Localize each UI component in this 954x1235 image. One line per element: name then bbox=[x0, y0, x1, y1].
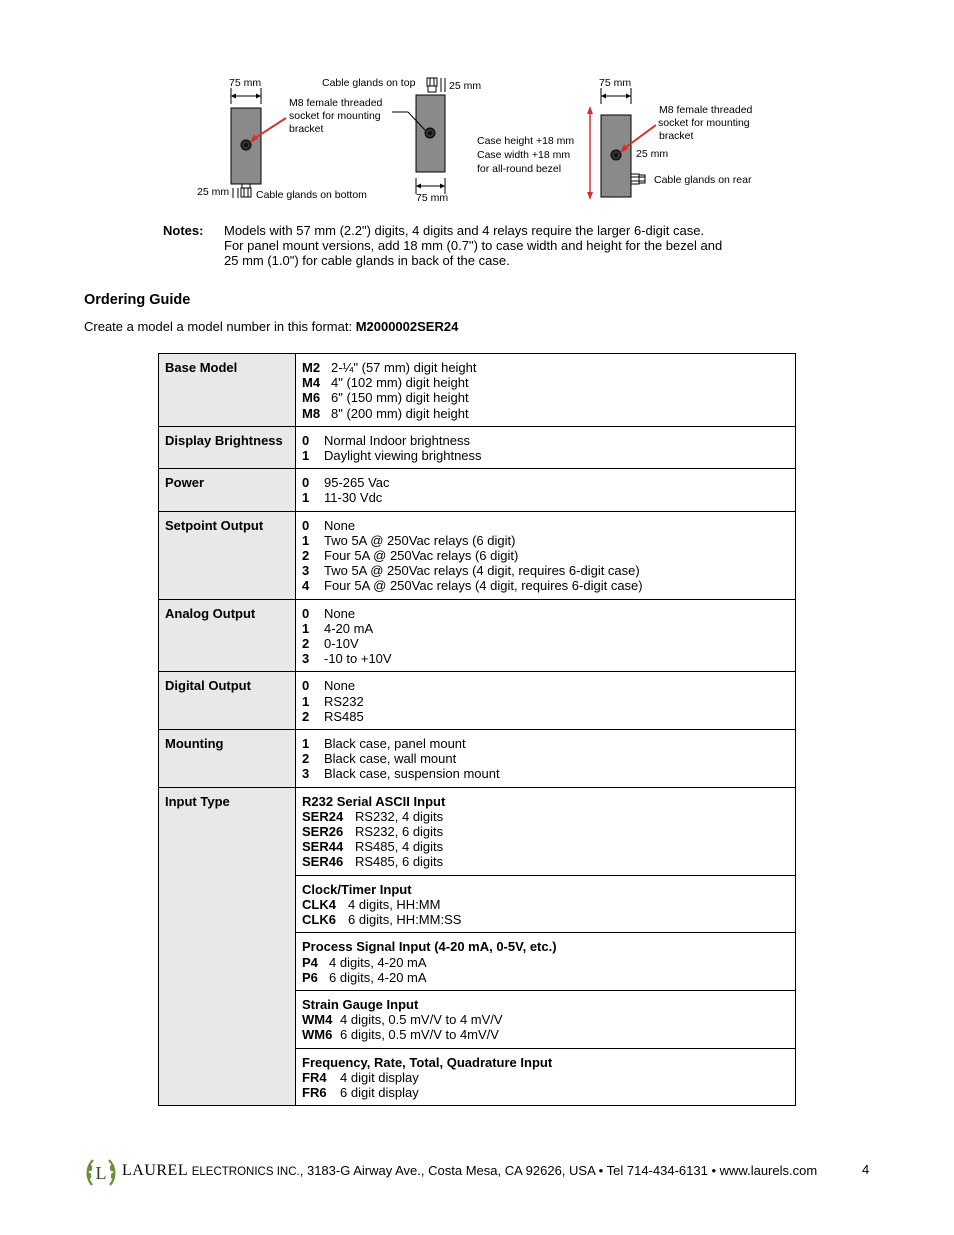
middle-top-label: Cable glands on top bbox=[322, 77, 416, 89]
option-description: Daylight viewing brightness bbox=[324, 448, 482, 464]
option-code: SER46 bbox=[302, 854, 344, 870]
notes-line: 25 mm (1.0") for cable glands in back of the case. bbox=[224, 253, 510, 268]
option-code: WM4 bbox=[302, 1012, 333, 1028]
option-description: RS485 bbox=[324, 708, 364, 724]
option-code: 2 bbox=[302, 548, 310, 564]
option-description: 95-265 Vac bbox=[324, 475, 390, 491]
option-line bbox=[302, 1012, 789, 1027]
option-code: SER26 bbox=[302, 824, 344, 840]
option-line bbox=[302, 533, 789, 548]
option-line bbox=[302, 563, 789, 578]
option-line bbox=[302, 548, 789, 563]
option-line bbox=[302, 406, 789, 421]
input-group bbox=[296, 787, 796, 875]
table-row bbox=[159, 511, 796, 599]
table-row bbox=[159, 730, 796, 788]
option-description: 6 digit display bbox=[340, 1084, 419, 1100]
option-description: Normal Indoor brightness bbox=[324, 432, 470, 448]
row-options bbox=[296, 426, 796, 468]
option-code: 3 bbox=[302, 651, 310, 667]
middle-gland-size-label: 25 mm bbox=[449, 80, 482, 92]
option-code: M2 bbox=[302, 360, 321, 375]
option-line bbox=[302, 1027, 789, 1042]
table-row bbox=[159, 426, 796, 468]
input-group-title: Process Signal Input (4-20 mA, 0-5V, etc.) bbox=[302, 939, 557, 955]
option-line bbox=[302, 518, 789, 533]
option-description: 4 digit display bbox=[340, 1069, 419, 1085]
option-description: 0-10V bbox=[324, 636, 359, 652]
option-description: 4 digits, HH:MM bbox=[348, 896, 441, 912]
option-code: 4 bbox=[302, 578, 310, 594]
option-description: Black case, wall mount bbox=[324, 751, 457, 767]
option-code: 1 bbox=[302, 448, 310, 464]
section-heading: Ordering Guide bbox=[84, 292, 191, 308]
case-drawings bbox=[0, 0, 954, 210]
option-code: 3 bbox=[302, 563, 310, 579]
row-options bbox=[296, 730, 796, 788]
right-gland-size-label: 25 mm bbox=[636, 148, 669, 160]
option-code: WM6 bbox=[302, 1027, 333, 1043]
input-group bbox=[296, 875, 796, 933]
row-options bbox=[296, 599, 796, 672]
option-code: 0 bbox=[302, 605, 310, 621]
bullet-separator: • bbox=[598, 1163, 604, 1178]
option-description: Black case, panel mount bbox=[324, 736, 466, 752]
option-description: 4 digits, 4-20 mA bbox=[329, 954, 427, 970]
option-code: 2 bbox=[302, 751, 310, 767]
left-socket-label-2: socket for mounting bbox=[289, 110, 381, 122]
option-line bbox=[302, 375, 789, 390]
option-description: 11-30 Vdc bbox=[324, 490, 383, 506]
option-line bbox=[302, 897, 789, 912]
option-description: 6 digits, 4-20 mA bbox=[329, 969, 427, 985]
option-code: M8 bbox=[302, 405, 321, 421]
row-options bbox=[296, 672, 796, 730]
brand-suffix: ELECTRONICS INC. bbox=[191, 1166, 300, 1178]
option-code: 2 bbox=[302, 708, 310, 724]
row-label: Base Model bbox=[159, 354, 296, 427]
table-row bbox=[159, 787, 796, 875]
option-line bbox=[302, 390, 789, 405]
option-description: 8" (200 mm) digit height bbox=[331, 405, 469, 421]
right-socket-label-1: M8 female threaded bbox=[659, 104, 753, 116]
input-group-title: Strain Gauge Input bbox=[302, 996, 419, 1012]
option-code: P6 bbox=[302, 969, 318, 985]
option-description: 4 digits, 0.5 mV/V to 4 mV/V bbox=[340, 1012, 503, 1028]
option-description: None bbox=[324, 605, 356, 621]
option-description: RS485, 6 digits bbox=[355, 854, 444, 870]
row-label: Input Type bbox=[159, 787, 296, 1105]
footer-phone: Tel 714-434-6131 bbox=[606, 1163, 708, 1178]
table-row bbox=[159, 354, 796, 427]
option-code: 1 bbox=[302, 532, 310, 548]
left-gland-label: Cable glands on bottom bbox=[256, 189, 367, 201]
option-line bbox=[302, 490, 789, 505]
right-socket-label-3: bracket bbox=[659, 130, 694, 142]
table-row bbox=[159, 469, 796, 511]
option-line bbox=[302, 651, 789, 666]
option-code: 0 bbox=[302, 678, 310, 694]
right-gland-label: Cable glands on rear bbox=[654, 174, 752, 186]
footer-text bbox=[122, 1162, 817, 1180]
option-line bbox=[302, 736, 789, 751]
row-options bbox=[296, 511, 796, 599]
bezel-note-1: Case height +18 mm bbox=[477, 135, 575, 147]
option-line bbox=[302, 854, 789, 869]
input-group-title: R232 Serial ASCII Input bbox=[302, 793, 446, 809]
row-options bbox=[296, 354, 796, 427]
option-code: FR6 bbox=[302, 1084, 327, 1100]
ordering-guide-body bbox=[159, 354, 796, 1106]
notes-line: Models with 57 mm (2.2") digits, 4 digits and 4 relays require the larger 6-digit case. bbox=[224, 223, 705, 238]
right-width-label: 75 mm bbox=[599, 77, 632, 89]
row-label: Mounting bbox=[159, 730, 296, 788]
notes-line: For panel mount versions, add 18 mm (0.7") to case width and height for the bezel and bbox=[224, 238, 723, 253]
option-line bbox=[302, 360, 789, 375]
option-description: Black case, suspension mount bbox=[324, 766, 500, 782]
option-code: CLK6 bbox=[302, 912, 336, 928]
option-line bbox=[302, 433, 789, 448]
bezel-note-2: Case width +18 mm bbox=[477, 149, 571, 161]
option-code: SER44 bbox=[302, 839, 344, 855]
option-description: Four 5A @ 250Vac relays (6 digit) bbox=[324, 548, 519, 564]
table-row bbox=[159, 599, 796, 672]
option-line bbox=[302, 912, 789, 927]
option-line bbox=[302, 709, 789, 724]
footer-address: , 3183-G Airway Ave., Costa Mesa, CA 92626, USA bbox=[299, 1163, 596, 1178]
option-description: RS232, 4 digits bbox=[355, 808, 444, 824]
input-group bbox=[296, 933, 796, 991]
option-code: P4 bbox=[302, 954, 318, 970]
notes-label: Notes: bbox=[163, 223, 204, 238]
left-socket-label-3: bracket bbox=[289, 123, 324, 135]
option-line bbox=[302, 1070, 789, 1085]
option-description: RS485, 4 digits bbox=[355, 839, 444, 855]
option-line bbox=[302, 1085, 789, 1100]
row-label: Digital Output bbox=[159, 672, 296, 730]
row-label: Power bbox=[159, 469, 296, 511]
brand-name: LAUREL bbox=[122, 1162, 189, 1179]
left-gland-size-label: 25 mm bbox=[197, 186, 230, 198]
intro-text bbox=[84, 319, 458, 334]
option-description: 2-¼" (57 mm) digit height bbox=[331, 360, 477, 375]
option-line bbox=[302, 578, 789, 593]
input-group-title: Frequency, Rate, Total, Quadrature Input bbox=[302, 1054, 553, 1070]
input-group bbox=[296, 1048, 796, 1106]
page-footer bbox=[84, 1156, 874, 1190]
option-description: -10 to +10V bbox=[324, 651, 392, 667]
option-code: 1 bbox=[302, 693, 310, 709]
option-line bbox=[302, 621, 789, 636]
middle-case-drawing bbox=[392, 78, 445, 194]
intro-model-number: M2000002SER24 bbox=[355, 319, 459, 334]
option-code: CLK4 bbox=[302, 896, 336, 912]
option-code: SER24 bbox=[302, 808, 344, 824]
option-code: 1 bbox=[302, 490, 310, 506]
row-label: Analog Output bbox=[159, 599, 296, 672]
ordering-guide-table bbox=[158, 353, 796, 1106]
left-width-label: 75 mm bbox=[229, 77, 262, 89]
right-case-drawing bbox=[587, 88, 656, 200]
option-code: 1 bbox=[302, 736, 310, 752]
input-group-title: Clock/Timer Input bbox=[302, 881, 412, 897]
option-code: 1 bbox=[302, 620, 310, 636]
option-code: 3 bbox=[302, 766, 310, 782]
left-case-drawing bbox=[231, 88, 286, 198]
option-code: 0 bbox=[302, 475, 310, 491]
option-code: 0 bbox=[302, 517, 310, 533]
option-line bbox=[302, 606, 789, 621]
option-code: 2 bbox=[302, 636, 310, 652]
input-group bbox=[296, 990, 796, 1048]
option-description: 4" (102 mm) digit height bbox=[331, 375, 469, 391]
notes-text bbox=[224, 223, 722, 268]
bullet-separator: • bbox=[711, 1163, 717, 1178]
option-code: FR4 bbox=[302, 1069, 327, 1085]
option-code: 0 bbox=[302, 432, 310, 448]
option-description: 6 digits, HH:MM:SS bbox=[348, 912, 462, 928]
option-line bbox=[302, 839, 789, 854]
option-description: RS232, 6 digits bbox=[355, 824, 444, 840]
option-description: RS232 bbox=[324, 693, 364, 709]
page-number: 4 bbox=[862, 1162, 870, 1177]
footer-website-link[interactable]: www.laurels.com bbox=[719, 1163, 818, 1178]
row-label: Setpoint Output bbox=[159, 511, 296, 599]
logo-letter: L bbox=[95, 1163, 107, 1183]
option-description: 6" (150 mm) digit height bbox=[331, 390, 469, 406]
option-description: 4-20 mA bbox=[324, 620, 374, 636]
option-line bbox=[302, 809, 789, 824]
option-line bbox=[302, 824, 789, 839]
option-line bbox=[302, 694, 789, 709]
option-description: Two 5A @ 250Vac relays (6 digit) bbox=[324, 532, 516, 548]
row-options bbox=[296, 469, 796, 511]
option-description: Four 5A @ 250Vac relays (4 digit, requires 6-digit case) bbox=[324, 578, 643, 594]
middle-width-label: 75 mm bbox=[416, 192, 449, 204]
intro-prefix: Create a model a model number in this format: bbox=[84, 319, 356, 334]
bezel-note-3: for all-round bezel bbox=[477, 163, 562, 175]
option-description: None bbox=[324, 517, 356, 533]
option-line bbox=[302, 955, 789, 970]
option-line bbox=[302, 751, 789, 766]
option-line bbox=[302, 636, 789, 651]
right-socket-label-2: socket for mounting bbox=[658, 117, 750, 129]
option-description: 6 digits, 0.5 mV/V to 4mV/V bbox=[340, 1027, 499, 1043]
option-code: M4 bbox=[302, 375, 321, 391]
option-code: M6 bbox=[302, 390, 321, 406]
laurel-logo-icon bbox=[84, 1156, 118, 1190]
left-socket-label-1: M8 female threaded bbox=[289, 97, 383, 109]
table-row bbox=[159, 672, 796, 730]
option-line bbox=[302, 448, 789, 463]
option-line bbox=[302, 475, 789, 490]
row-label: Display Brightness bbox=[159, 426, 296, 468]
option-line bbox=[302, 678, 789, 693]
option-line bbox=[302, 766, 789, 781]
option-description: Two 5A @ 250Vac relays (4 digit, requires 6-digit case) bbox=[324, 563, 640, 579]
option-line bbox=[302, 970, 789, 985]
dimension-diagrams bbox=[0, 0, 954, 210]
option-description: None bbox=[324, 678, 356, 694]
